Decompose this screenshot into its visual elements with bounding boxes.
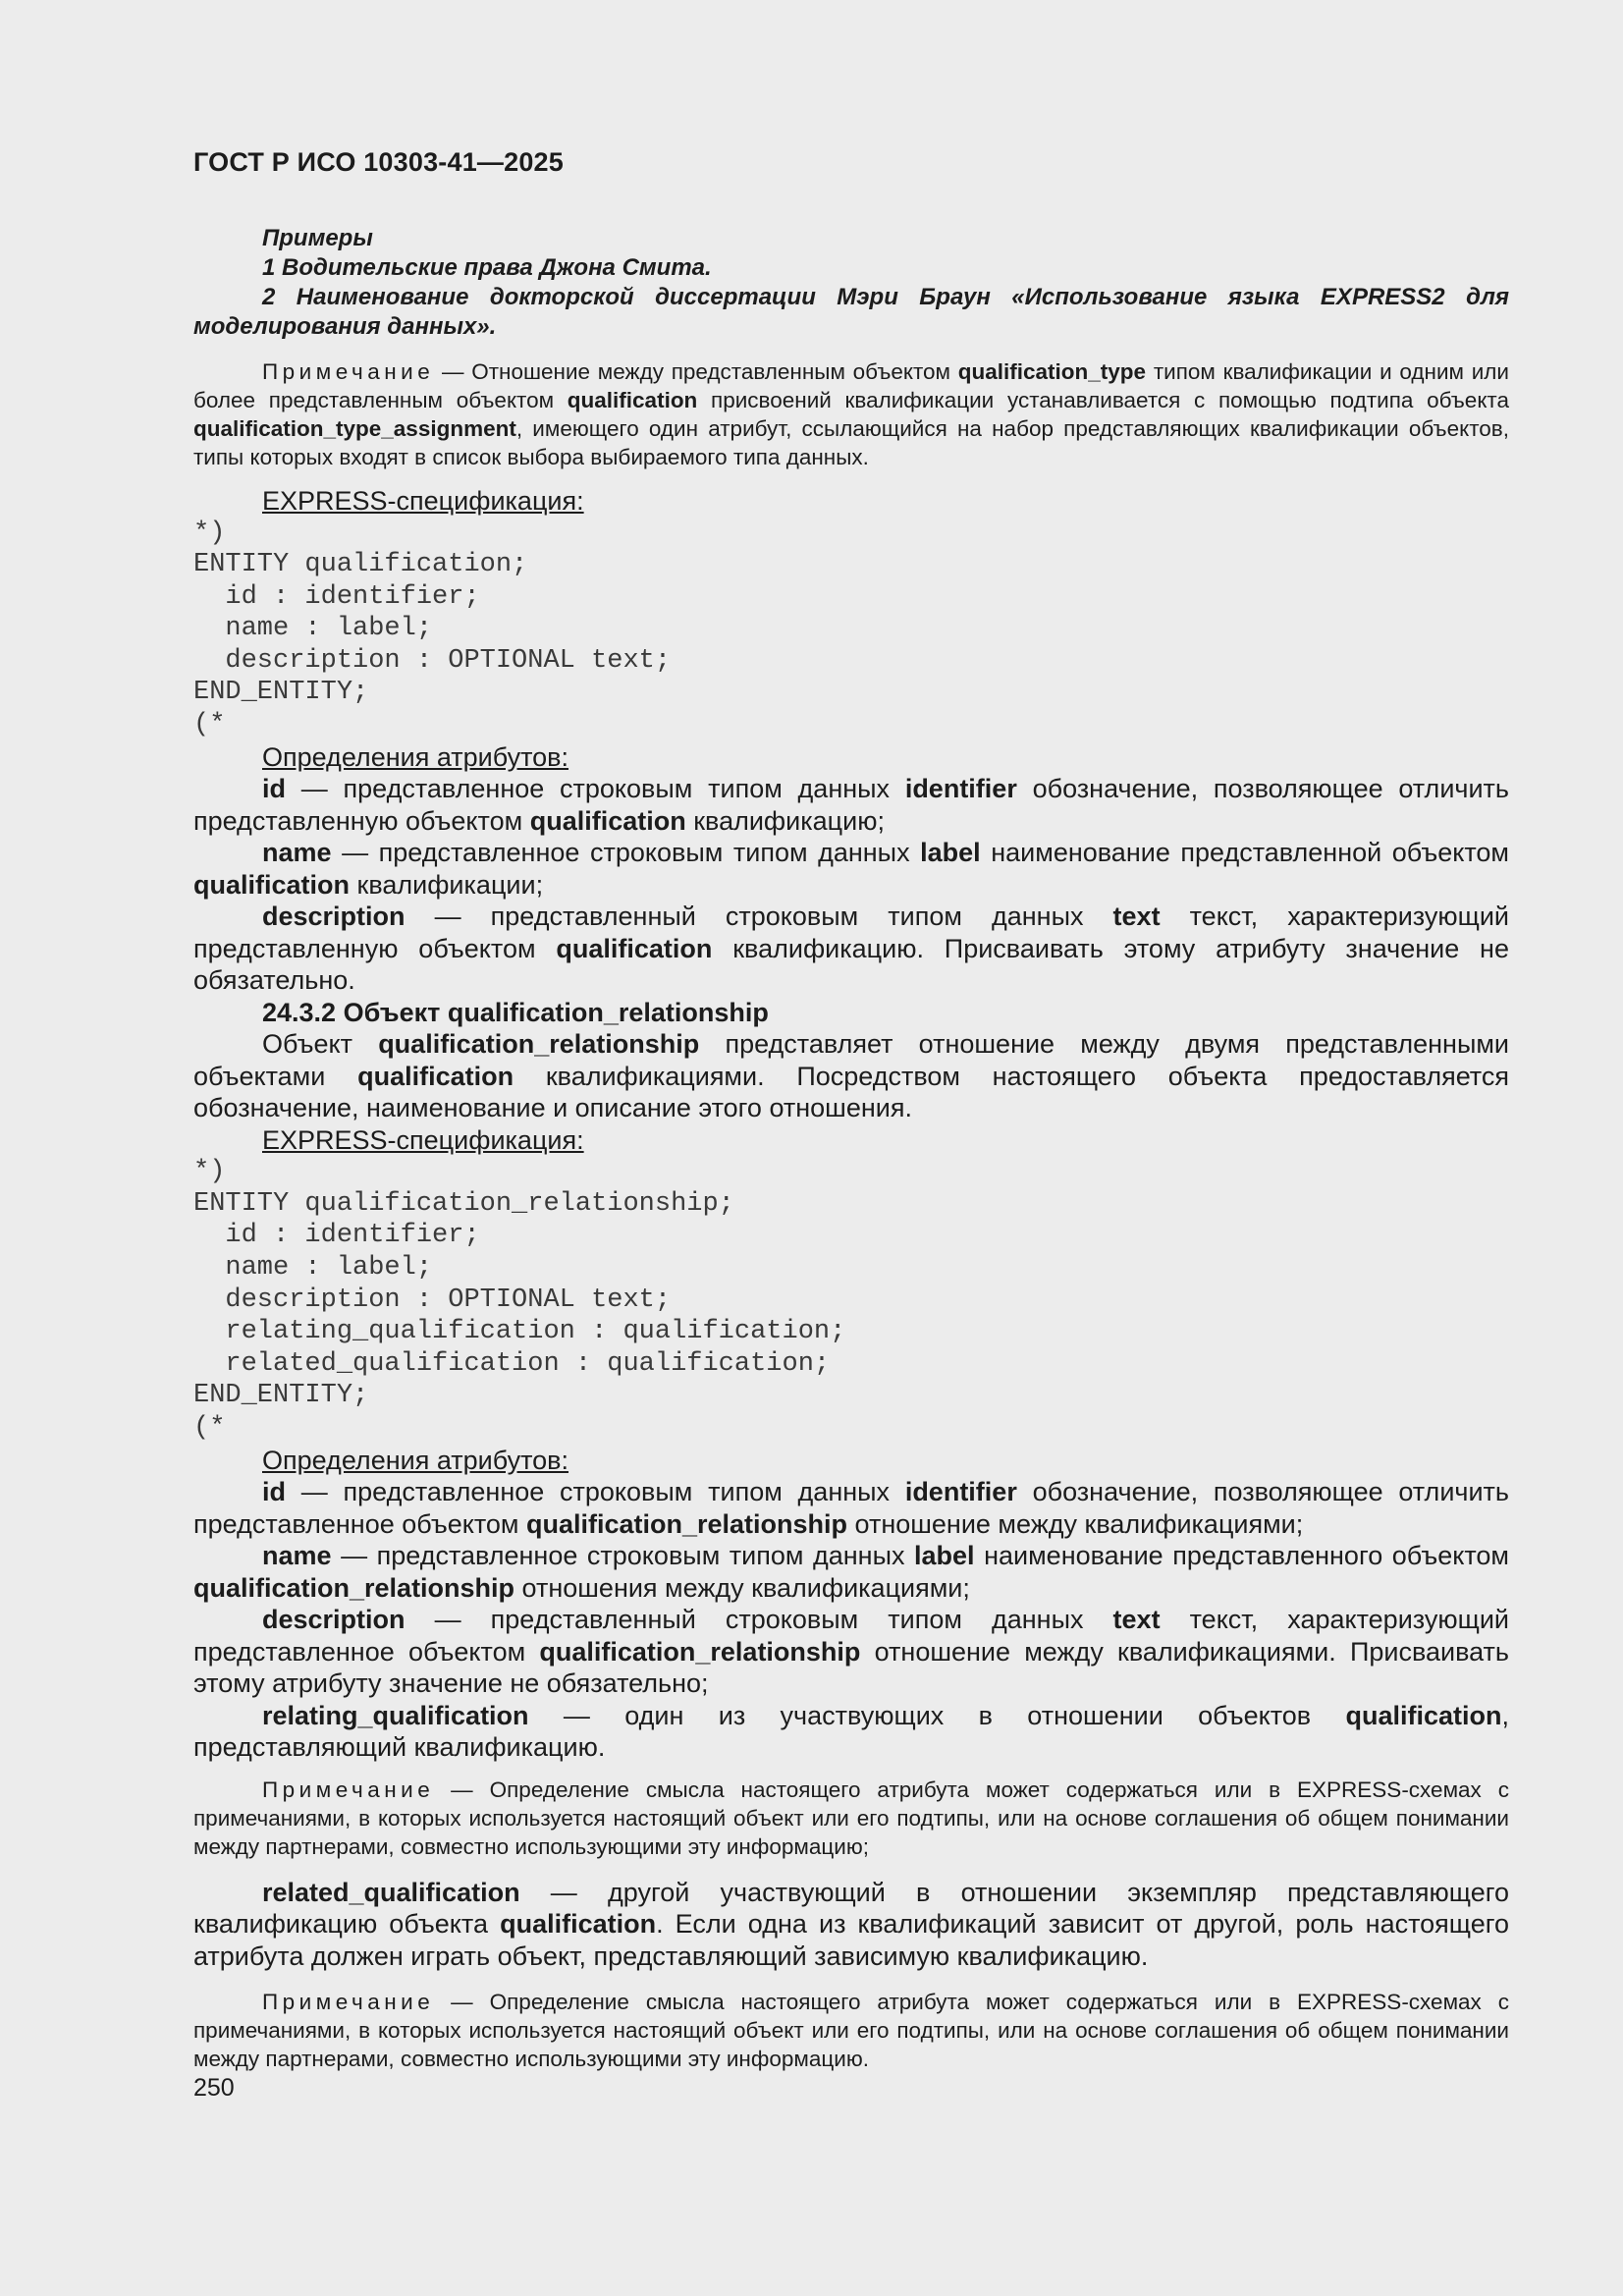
example-2: 2 Наименование докторской диссертации Мэри Браун «Использование языка EXPRESS2 для моделирования данных». xyxy=(193,284,1509,340)
page-number: 250 xyxy=(193,2074,235,2102)
express-code-qualification: *) ENTITY qualification; id : identifier; name : label; description : OPTIONAL text; END_ENTITY; (* xyxy=(193,518,672,740)
attr-relating-qualification: relating_qualification — один из участвующих в отношении объектов qualification, представляющий квалификацию. xyxy=(193,1700,1509,1762)
note-3: Примечание — Определение смысла настоящего атрибута может содержаться или в EXPRESS-схемах с примечаниями, в которых используется настоящий объект или его подтипы, или на основе соглашения об общем понимании между партнерами, совместно использующими эту информацию. xyxy=(193,1990,1509,2071)
express-spec-label-2: EXPRESS-спецификация: xyxy=(262,1124,584,1155)
section-heading: 24.3.2 Объект qualification_relationship xyxy=(262,997,769,1027)
attr-description-1: description — представленный строковым типом данных text текст, характеризующий представленную объектом qualification квалификацию. Присваивать этому атрибуту значение не обязательно. xyxy=(193,902,1509,996)
attr-name-2: name — представленное строковым типом данных label наименование представленного объектом qualification_relationship отношения между квалификациями; xyxy=(193,1541,1509,1603)
example-1: 1 Водительские права Джона Смита. xyxy=(262,254,712,281)
attr-defs-label-2: Определения атрибутов: xyxy=(262,1445,569,1475)
attr-defs-label-1: Определения атрибутов: xyxy=(262,741,569,772)
express-spec-label-1: EXPRESS-спецификация: xyxy=(262,486,584,516)
note-2: Примечание — Определение смысла настоящего атрибута может содержаться или в EXPRESS-схемах с примечаниями, в которых используется настоящий объект или его подтипы, или на основе соглашения об общем понимании между партнерами, совместно использующими эту информацию; xyxy=(193,1777,1509,1859)
note-label: Примечание xyxy=(262,359,435,384)
note-1: Примечание — Отношение между представленным объектом qualification_type типом квалификации и одним или более представленным объектом qualification присвоений квалификации устанавливается с помощью подтипа объекта qualification_type_assignment, имеющего один атрибут, ссылающийся на набор представляющих квалификации объектов, типы которых входят в список выбора выбираемого типа данных. xyxy=(193,359,1509,469)
attr-description-2: description — представленный строковым типом данных text текст, характеризующий представленное объектом qualification_relationship отношение между квалификациями. Присваивать этому атрибуту значение не обязательно; xyxy=(193,1605,1509,1698)
attr-id-1: id — представленное строковым типом данных identifier обозначение, позволяющее отличить представленную объектом qualification квалификацию; xyxy=(193,774,1509,836)
examples-title: Примеры xyxy=(262,225,373,251)
attr-id-2: id — представленное строковым типом данных identifier обозначение, позволяющее отличить представленное объектом qualification_relationship отношение между квалификациями; xyxy=(193,1477,1509,1539)
standard-header: ГОСТ Р ИСО 10303-41—2025 xyxy=(193,147,564,177)
attr-name-1: name — представленное строковым типом данных label наименование представленной объектом qualification квалификации; xyxy=(193,838,1509,900)
page-content xyxy=(193,224,1509,2073)
attr-related-qualification: related_qualification — другой участвующий в отношении экземпляр представляющего квалификацию объекта qualification. Если одна из квалификаций зависит от другой, роль настоящего атрибута должен играть объект, представляющий зависимую квалификацию. xyxy=(193,1877,1510,1971)
express-code-qualification-relationship: *) ENTITY qualification_relationship; id : identifier; name : label; description : OPTIONAL text; relating_qualification : qualification; related_qualification : qualification; END_ENTITY; (* xyxy=(193,1157,846,1443)
section-intro: Объект qualification_relationship представляет отношение между двумя представленными объектами qualification квалификациями. Посредством настоящего объекта предоставляется обозначение, наименование и описание этого отношения. xyxy=(193,1029,1510,1123)
